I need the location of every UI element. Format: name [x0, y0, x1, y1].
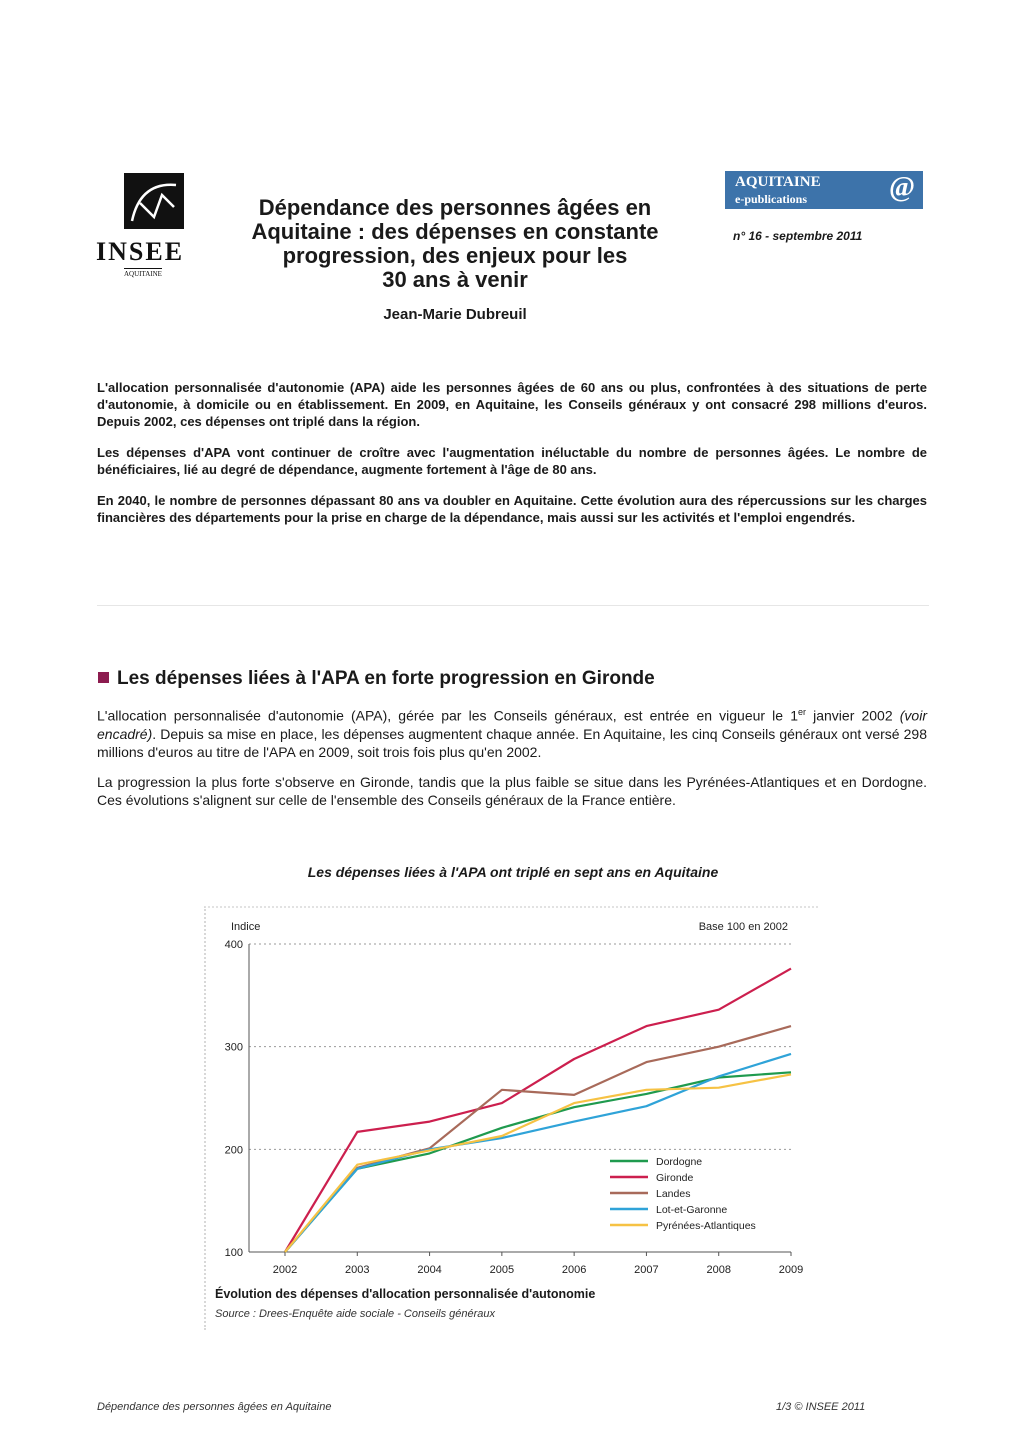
logo-text: INSEE — [96, 237, 185, 266]
body-text-italic: (voir encadré) — [97, 707, 927, 742]
line-chart — [206, 908, 816, 1288]
series-line-landes — [285, 1026, 791, 1252]
body-paragraph: La progression la plus forte s'observe en Gironde, tandis que la plus faible se situe dans les Pyrénées-Atlantiques et en Dordogne. Ces évolutions s'alignent sur celle de l'ensemble des Conseils généraux de la France entière. — [97, 773, 927, 808]
issue-number: n° 16 - septembre 2011 — [733, 229, 863, 243]
title-line: Dépendance des personnes âgées en — [258, 195, 652, 220]
section-heading-text: Les dépenses liées à l'APA en forte progression en Gironde — [117, 668, 655, 689]
at-icon: @ — [888, 172, 915, 203]
badge-subtitle: e-publications — [735, 192, 808, 206]
y-tick-label: 100 — [224, 1247, 243, 1259]
square-bullet-icon — [98, 672, 109, 683]
legend-label: Pyrénées-Atlantiques — [656, 1220, 756, 1232]
footer-title: Dépendance des personnes âgées en Aquitaine — [97, 1401, 332, 1413]
x-tick-label: 2009 — [778, 1264, 804, 1276]
chart-source: Source : Drees-Enquête aide sociale - Conseils généraux — [215, 1308, 496, 1320]
body-text: janvier 2002 — [806, 707, 900, 724]
y-tick-label: 200 — [224, 1144, 243, 1157]
ordinal-superscript: er — [797, 707, 806, 717]
insee-logo-mark — [124, 173, 184, 229]
y-tick-label: 400 — [224, 939, 243, 951]
summary-paragraph: L'allocation personnalisée d'autonomie (APA) aide les personnes âgées de 60 ans ou plus, confrontées à des situations de perte d'autonomie, à domicile ou en établissement. En 2009, en Aquitaine, les Conseils généraux y ont consacré 298 millions d'euros. Depuis 2002, ces dépenses ont triplé dans la région. — [97, 380, 927, 429]
section-heading — [98, 668, 655, 690]
page-title — [200, 196, 710, 292]
chart-caption: Évolution des dépenses d'allocation personnalisée d'autonomie — [215, 1287, 596, 1301]
x-tick-label: 2003 — [345, 1264, 370, 1276]
badge-title: AQUITAINE — [735, 174, 821, 190]
legend-label: Gironde — [656, 1172, 694, 1184]
footer-page: 1/3 © INSEE 2011 — [776, 1401, 866, 1413]
title-line: Aquitaine : des dépenses en constante — [251, 219, 659, 244]
x-tick-label: 2008 — [706, 1264, 731, 1276]
y-axis-label: Indice — [231, 921, 261, 933]
legend-label: Lot-et-Garonne — [656, 1204, 728, 1216]
logo-emblem-icon — [124, 173, 184, 229]
title-line: 30 ans à venir — [382, 267, 528, 292]
author: Jean-Marie Dubreuil — [383, 306, 527, 323]
x-tick-label: 2006 — [561, 1264, 587, 1276]
x-tick-label: 2004 — [417, 1264, 442, 1276]
legend-label: Landes — [656, 1188, 691, 1200]
body-paragraph — [97, 703, 927, 761]
body-text: . Depuis sa mise en place, les dépenses augmentent chaque année. En Aquitaine, les cinq Conseils généraux ont versé 298 millions d'euros au titre de l'APA en 2009, soit trois fois plus qu'en 2002. — [97, 725, 927, 760]
x-tick-label: 2007 — [634, 1264, 659, 1276]
x-tick-label: 2005 — [489, 1264, 515, 1276]
x-tick-label: 2002 — [272, 1264, 298, 1276]
logo-subtext: AQUITAINE — [124, 270, 162, 278]
chart-heading: Les dépenses liées à l'APA ont triplé en sept ans en Aquitaine — [307, 864, 719, 880]
title-line: progression, des enjeux pour les — [282, 243, 628, 268]
summary-paragraph: Les dépenses d'APA vont continuer de croître avec l'augmentation inéluctable du nombre de personnes âgées. Le nombre de bénéficiaires, lié au degré de dépendance, augmente fortement à l'âge de 80 ans. — [97, 445, 927, 477]
y-tick-label: 300 — [224, 1041, 243, 1054]
divider — [97, 605, 929, 606]
summary — [97, 379, 927, 540]
body-text: L'allocation personnalisée d'autonomie (APA), gérée par les Conseils généraux, est entrée en vigueur le 1 — [97, 707, 798, 724]
chart-note: Base 100 en 2002 — [698, 921, 788, 933]
legend-label: Dordogne — [656, 1156, 703, 1168]
publication-badge — [725, 171, 923, 209]
section-body — [97, 703, 927, 821]
summary-paragraph: En 2040, le nombre de personnes dépassant 80 ans va doubler en Aquitaine. Cette évolution aura des répercussions sur les charges financières des départements pour la prise en charge de la dépendance, mais aussi sur les activités et l'emploi engendrés. — [97, 493, 927, 525]
